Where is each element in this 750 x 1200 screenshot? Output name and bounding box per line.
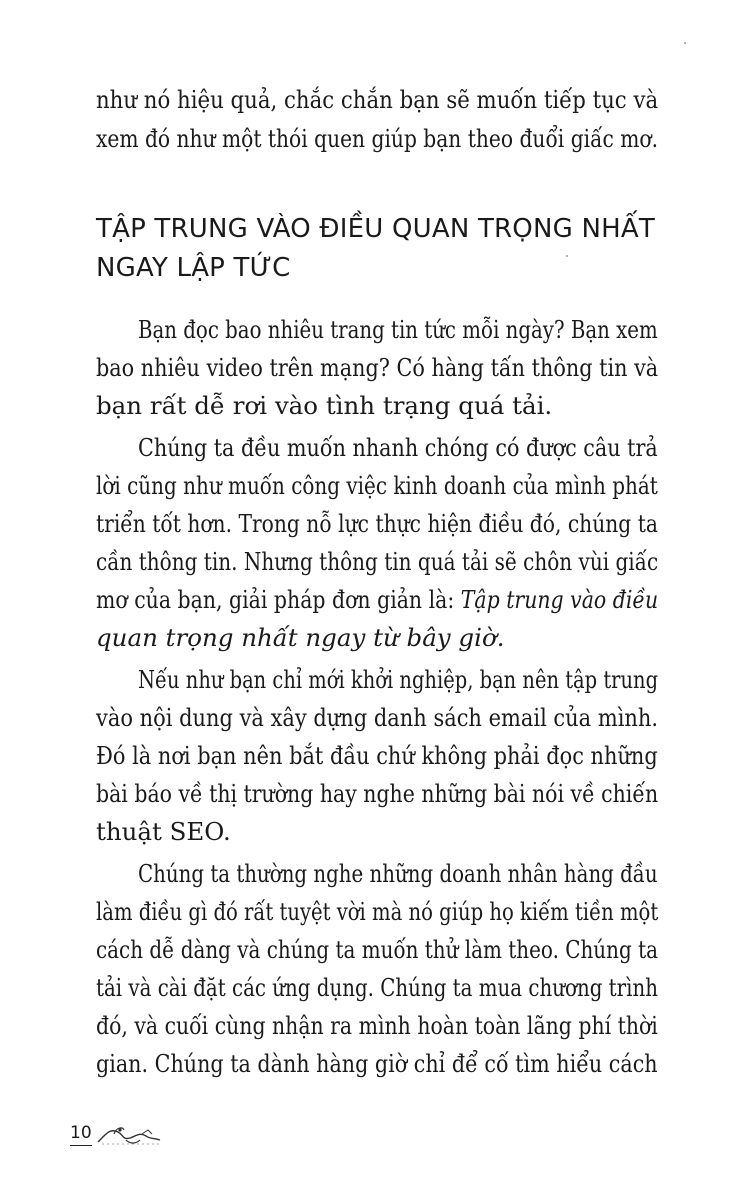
p2-line-5: [96, 585, 659, 614]
intro-line-2: xem đó như một thói quen giúp bạn theo đuổi giấc mơ.: [96, 124, 659, 153]
intro-line-1: như nó hiệu quả, chắc chắn bạn sẽ muốn tiếp tục và: [96, 85, 659, 114]
p2-line-5-plain: mơ của bạn, giải pháp đơn giản là:: [96, 585, 461, 614]
p4-line-4: tải và cài đặt các ứng dụng. Chúng ta mua chương trình: [96, 973, 658, 1002]
p4-line-5: đó, và cuối cùng nhận ra mình hoàn toàn lãng phí thời: [96, 1011, 658, 1040]
p3-line-5: thuật SEO.: [96, 817, 231, 846]
page-number-rule: [70, 1145, 92, 1146]
p2-line-4: cần thông tin. Nhưng thông tin quá tải sẽ chôn vùi giấc: [96, 547, 659, 576]
ornament-icon: [96, 1120, 166, 1148]
p4-line-3: cách dễ dàng và chúng ta muốn thử làm theo. Chúng ta: [96, 935, 658, 964]
p4-line-1: Chúng ta thường nghe những doanh nhân hàng đầu: [138, 859, 658, 888]
scan-speck: [566, 255, 568, 257]
p3-line-3: Đó là nơi bạn nên bắt đầu chứ không phải đọc những: [96, 741, 658, 770]
p2-line-6-italic: quan trọng nhất ngay từ bây giờ.: [96, 623, 505, 652]
p3-line-1: Nếu như bạn chỉ mới khởi nghiệp, bạn nên tập trung: [138, 665, 659, 694]
p1-line-1: Bạn đọc bao nhiêu trang tin tức mỗi ngày? Bạn xem: [138, 315, 658, 344]
p4-line-2: làm điều gì đó rất tuyệt vời mà nó giúp họ kiếm tiền một: [96, 897, 659, 926]
p2-line-1: Chúng ta đều muốn nhanh chóng có được câu trả: [138, 433, 658, 462]
p1-line-2: bao nhiêu video trên mạng? Có hàng tấn thông tin và: [96, 353, 659, 382]
scan-speck: [684, 42, 686, 44]
p1-line-3: bạn rất dễ rơi vào tình trạng quá tải.: [96, 391, 553, 420]
p3-line-4: bài báo về thị trường hay nghe những bài nói về chiến: [96, 779, 659, 808]
p2-line-5-italic: Tập trung vào điều: [460, 585, 659, 614]
p2-line-2: lời cũng như muốn công việc kinh doanh của mình phát: [96, 471, 658, 500]
p4-line-6: gian. Chúng ta dành hàng giờ chỉ để cố tìm hiểu cách: [96, 1049, 658, 1078]
p2-line-3: triển tốt hơn. Trong nỗ lực thực hiện điều đó, chúng ta: [96, 509, 658, 538]
p3-line-2: vào nội dung và xây dựng danh sách email của mình.: [96, 703, 659, 732]
section-heading-line-2: NGAY LẬP TỨC: [96, 253, 291, 283]
section-heading-line-1: TẬP TRUNG VÀO ĐIỀU QUAN TRỌNG NHẤT: [96, 214, 655, 244]
page-number: 10: [70, 1123, 92, 1143]
